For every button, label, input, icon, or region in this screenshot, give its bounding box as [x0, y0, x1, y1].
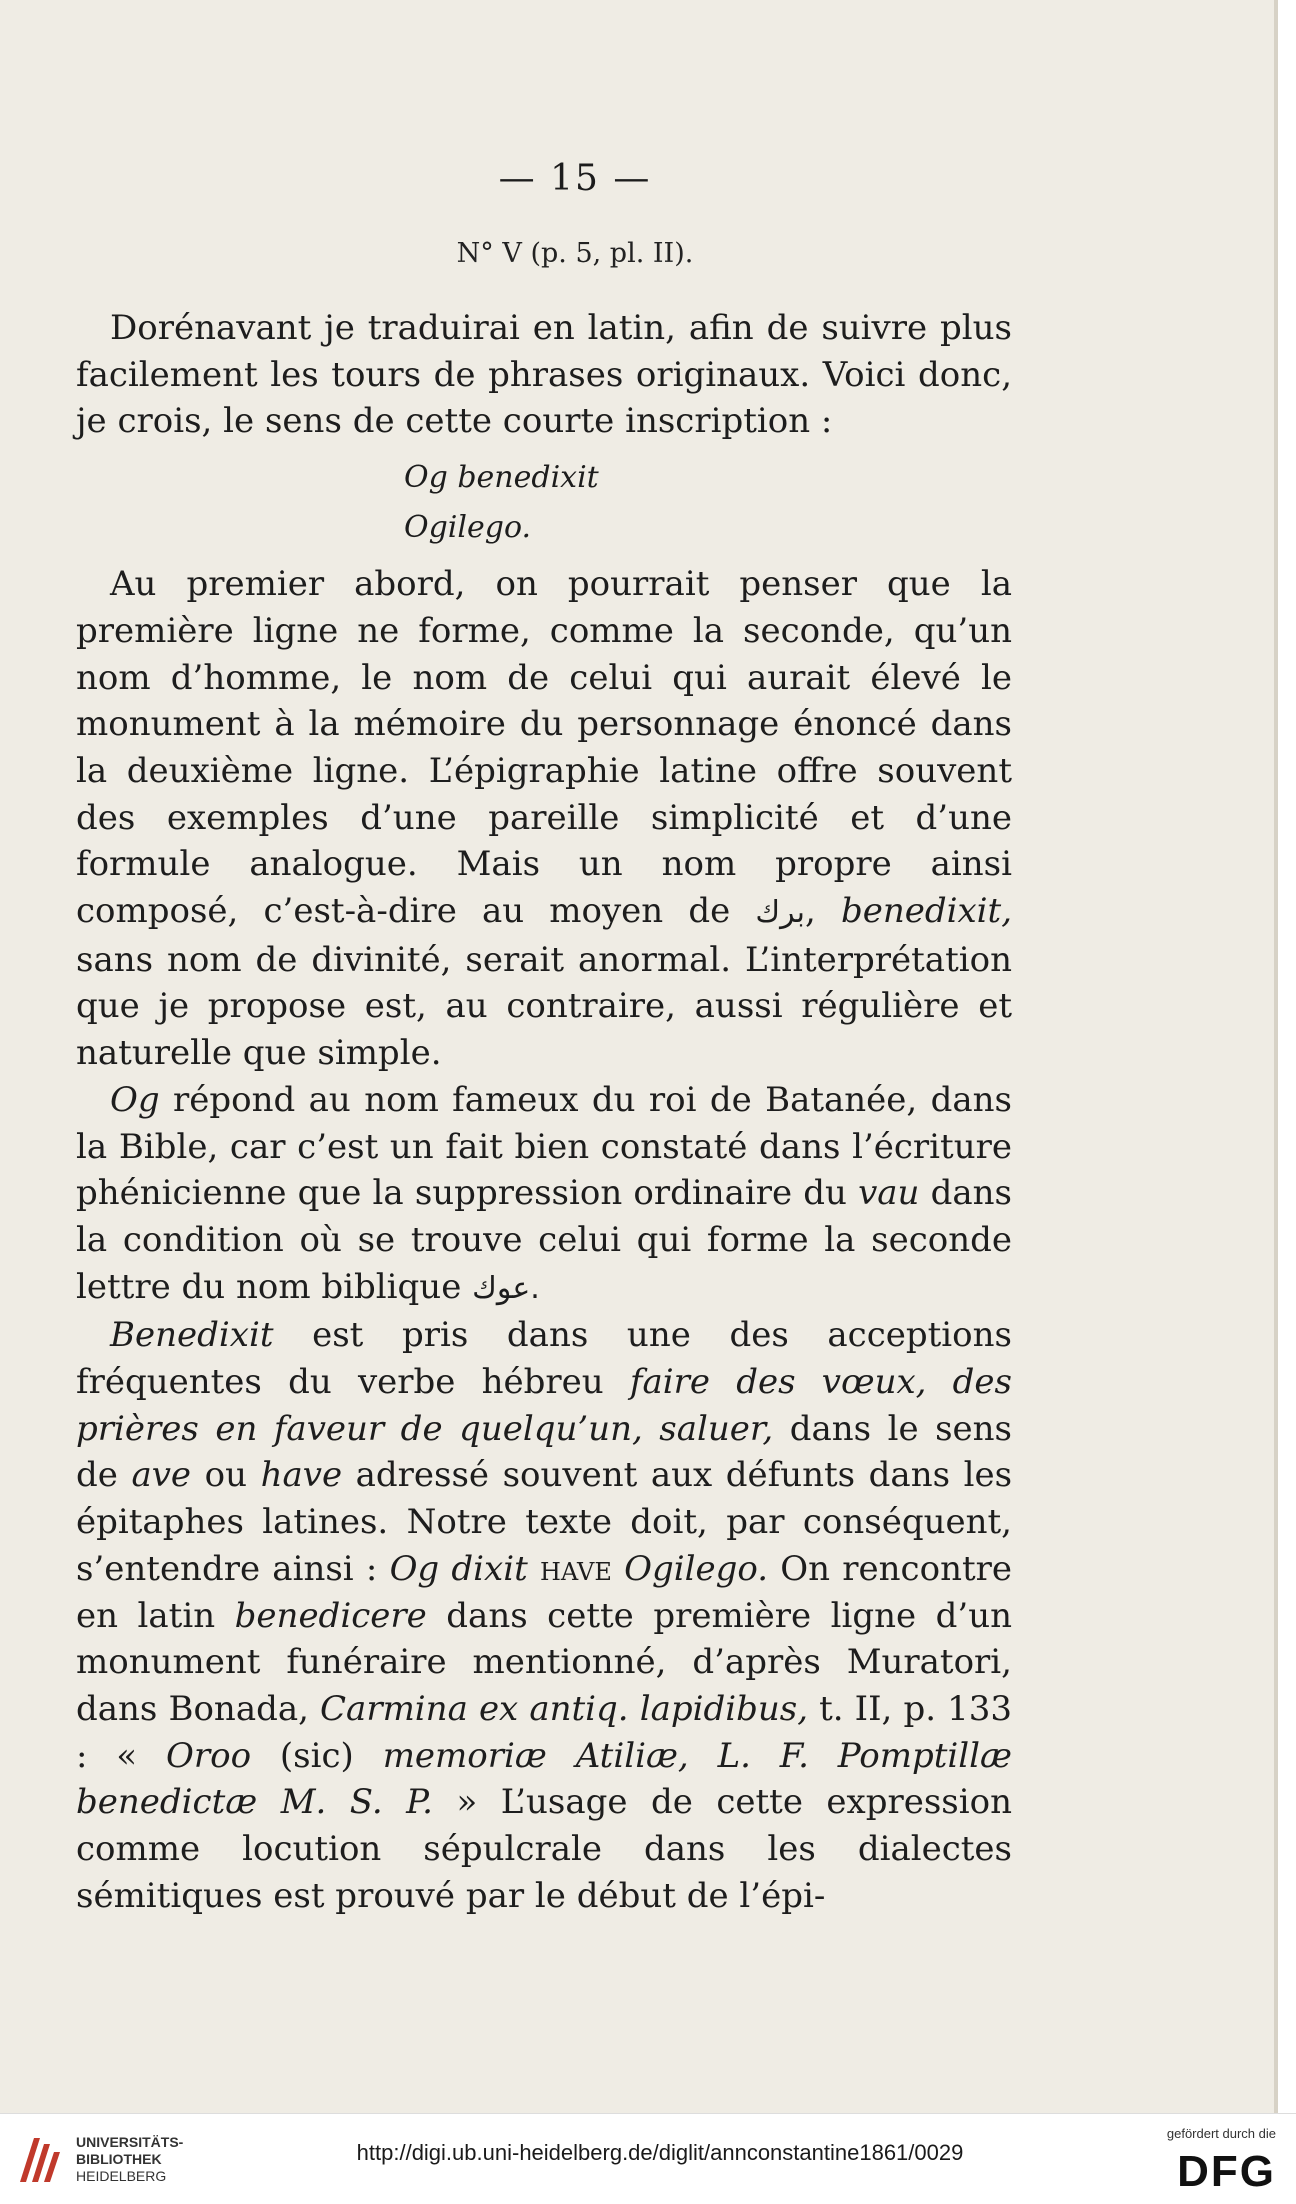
inscription-line: Ogilego.: [404, 510, 532, 546]
text-run: répond au nom fameux du roi de Batanée, dans la Bible, car c’est un fait bien constaté dans l’écriture phénicienne que la suppression ordinaire du: [76, 1079, 1012, 1214]
italic-term: Carmina ex antiq. lapidibus,: [320, 1688, 809, 1729]
italic-term: have: [260, 1455, 343, 1496]
italic-term: Oroo: [165, 1735, 252, 1776]
funding-caption: gefördert durch die: [1166, 2126, 1276, 2141]
section-heading: N° V (p. 5, pl. II).: [456, 238, 694, 269]
text-run: Au premier abord, on pourrait penser que la première ligne ne forme, comme la seconde, qu’un nom d’homme, le nom de celui qui aurait élevé le monument à la mémoire du personnage énoncé dans la deuxième ligne. L’épigraphie latine offre souvent des exemples d’une pareille simplicité et d’une formule analogue. Mais un nom propre ainsi composé, c’est-à-dire au moyen de: [76, 564, 1012, 932]
text-run: dans cette première ligne d’un monument funéraire mentionné, d’après Muratori, dans Bonada,: [76, 1595, 1013, 1729]
italic-term: benedicere: [234, 1595, 427, 1636]
viewer-footer: [0, 2113, 1296, 2204]
arabic-word: برك: [755, 895, 805, 931]
text-run: dans le sens de: [76, 1408, 1012, 1496]
university-name: [76, 2134, 183, 2185]
italic-term: ave: [131, 1455, 192, 1496]
university-logo-icon: [14, 2130, 66, 2188]
italic-term: faire des vœux, des prières en faveur de quelqu’un, saluer,: [76, 1362, 1013, 1449]
paragraph-4: [76, 1312, 1012, 1919]
text-run: On rencontre en latin: [76, 1548, 1012, 1636]
italic-term: Og: [110, 1079, 160, 1120]
body-text: [76, 305, 1012, 1920]
text-run: est pris dans une des acceptions fréquentes du verbe hébreu: [76, 1315, 1012, 1403]
text-run: dans la condition où se trouve celui qui forme la seconde lettre du nom biblique: [76, 1173, 1012, 1307]
text-run: » L’usage de cette expression comme locution sépulcrale dans les dialectes sémitiques est prouvé par le début de l’épi-: [76, 1782, 1012, 1916]
university-line: HEIDELBERG: [76, 2168, 167, 2184]
university-line: BIBLIOTHEK: [76, 2151, 162, 2167]
arabic-word: عوك.: [472, 1270, 540, 1306]
italic-term: Ogilego.: [624, 1548, 769, 1589]
text-run: sans nom de divinité, serait anormal. L’interprétation que je propose est, au contraire, aussi régulière et naturelle que simple.: [76, 939, 1012, 1074]
inscription-line: Og benedixit: [404, 460, 599, 496]
text-run: t. II, p. 133 : «: [76, 1688, 1012, 1776]
permalink-url[interactable]: http://digi.ub.uni-heidelberg.de/diglit/annconstantine1861/0029: [356, 2140, 964, 2165]
paragraph-2: Au premier abord, on pourrait penser que la première ligne ne forme, comme la seconde, qu’un nom d’homme, le nom de celui qui aurait élevé le monument à la mémoire du personnage énoncé dans la deuxième ligne. L’épigraphie latine offre souvent des exemples d’une pareille simplicité et d’une formule analogue. Mais un nom propre ainsi composé, c’est-à-dire au moyen de برك, benedixit, sans nom de divinité, serait anormal. L’interprétation que je propose est, au contraire, aussi régulière et naturelle que simple.: [76, 564, 1012, 1074]
italic-term: vau: [858, 1173, 920, 1214]
paragraph-3: [76, 1077, 1012, 1313]
italic-term: memoriæ Atiliæ, L. F. Pomptillæ benedictæ M. S. P.: [76, 1735, 1012, 1823]
page-number: — 15 —: [498, 158, 652, 199]
text-run: (sic): [279, 1735, 354, 1776]
inscription-block: [404, 453, 1012, 553]
paragraph-1: Dorénavant je traduirai en latin, afin de suivre plus facilement les tours de phrases originaux. Voici donc, je crois, le sens de cette courte inscription :: [76, 308, 1012, 442]
italic-term: benedixit,: [840, 891, 1012, 932]
dfg-logo: DFG: [1177, 2147, 1276, 2196]
smallcaps-term: have: [539, 1548, 612, 1589]
text-run: adressé souvent aux défunts dans les épitaphes latines. Notre texte doit, par conséquent, s’entendre ainsi :: [76, 1455, 1013, 1589]
text-run: ou: [204, 1455, 247, 1496]
italic-term: Og dixit: [389, 1548, 528, 1589]
italic-term: Benedixit: [110, 1315, 274, 1356]
university-line: UNIVERSITÄTS-: [76, 2134, 184, 2150]
